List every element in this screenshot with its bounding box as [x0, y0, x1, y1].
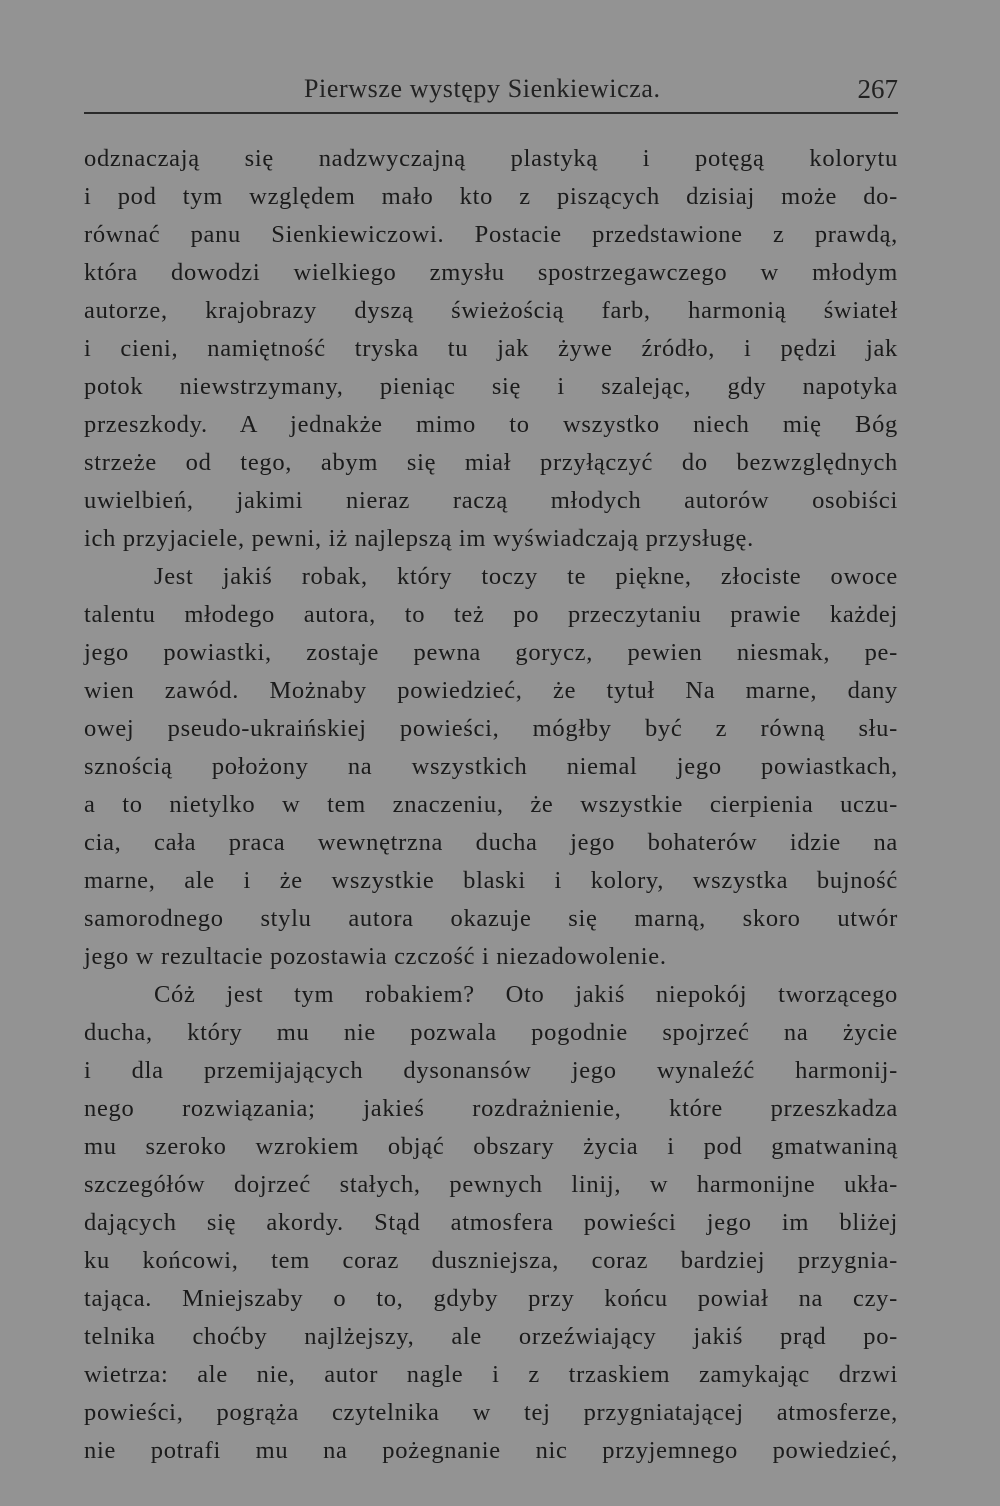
text-line: ich przyjaciele, pewni, iż najlepszą im wyświadczają przysługę.: [84, 525, 754, 552]
text-line: samorodnego stylu autora okazuje się marną, skoro utwór: [84, 905, 898, 932]
header-rule: [84, 112, 898, 114]
running-title: Pierwsze występy Sienkiewicza.: [304, 74, 661, 103]
page-number: 267: [857, 74, 898, 104]
text-line: owej pseudo-ukraińskiej powieści, mógłby być z równą słu-: [84, 715, 898, 742]
text-line: nego rozwiązania; jakieś rozdrażnienie, które przeszkadza: [84, 1095, 898, 1122]
text-line: uwielbień, jakimi nieraz raczą młodych autorów osobiści: [84, 487, 898, 514]
text-line: ku końcowi, tem coraz duszniejsza, coraz bardziej przygnia-: [84, 1247, 898, 1274]
text-line: szczegółów dojrzeć stałych, pewnych linij, w harmonijne ukła-: [84, 1171, 898, 1198]
text-line: i cieni, namiętność tryska tu jak żywe źródło, i pędzi jak: [84, 335, 898, 362]
text-line: marne, ale i że wszystkie blaski i kolory, wszystka bujność: [84, 867, 898, 894]
text-line: strzeże od tego, abym się miał przyłączyć do bezwzględnych: [84, 449, 898, 476]
text-line: autorze, krajobrazy dyszą świeżością farb, harmonią świateł: [84, 297, 898, 324]
text-line: i dla przemijających dysonansów jego wynaleźć harmonij-: [84, 1057, 898, 1084]
text-line: a to nietylko w tem znaczeniu, że wszystkie cierpienia uczu-: [84, 791, 898, 818]
text-line: sznością położony na wszystkich niemal jego powiastkach,: [84, 753, 898, 780]
text-line: równać panu Sienkiewiczowi. Postacie przedstawione z prawdą,: [84, 221, 898, 248]
running-header: [84, 70, 898, 110]
text-line: talentu młodego autora, to też po przeczytaniu prawie każdej: [84, 601, 898, 628]
text-line: powieści, pogrąża czytelnika w tej przygniatającej atmosferze,: [84, 1399, 898, 1426]
text-line: Cóż jest tym robakiem? Oto jakiś niepokój tworzącego: [154, 981, 898, 1008]
text-line: która dowodzi wielkiego zmysłu spostrzegawczego w młodym: [84, 259, 898, 286]
text-line: cia, cała praca wewnętrzna ducha jego bohaterów idzie na: [84, 829, 898, 856]
text-line: potok niewstrzymany, pieniąc się i szalejąc, gdy napotyka: [84, 373, 898, 400]
text-line: mu szeroko wzrokiem objąć obszary życia i pod gmatwaniną: [84, 1133, 898, 1160]
text-line: ducha, który mu nie pozwala pogodnie spojrzeć na życie: [84, 1019, 898, 1046]
text-line: wien zawód. Możnaby powiedzieć, że tytuł Na marne, dany: [84, 677, 898, 704]
text-line: i pod tym względem mało kto z piszących dzisiaj może do-: [84, 183, 898, 210]
text-line: jego w rezultacie pozostawia czczość i niezadowolenie.: [84, 943, 667, 970]
body-text: [84, 140, 898, 1470]
text-line: przeszkody. A jednakże mimo to wszystko niech mię Bóg: [84, 411, 898, 438]
text-line: jego powiastki, zostaje pewna gorycz, pewien niesmak, pe-: [84, 639, 898, 666]
text-line: odznaczają się nadzwyczajną plastyką i potęgą kolorytu: [84, 145, 898, 172]
text-line: telnika choćby najlżejszy, ale orzeźwiający jakiś prąd po-: [84, 1323, 898, 1350]
text-line: wietrza: ale nie, autor nagle i z trzaskiem zamykając drzwi: [84, 1361, 898, 1388]
text-line: dających się akordy. Stąd atmosfera powieści jego im bliżej: [84, 1209, 898, 1236]
text-line: tająca. Mniejszaby o to, gdyby przy końcu powiał na czy-: [84, 1285, 898, 1312]
text-line: nie potrafi mu na pożegnanie nic przyjemnego powiedzieć,: [84, 1437, 898, 1464]
text-line: Jest jakiś robak, który toczy te piękne, złociste owoce: [154, 563, 898, 590]
